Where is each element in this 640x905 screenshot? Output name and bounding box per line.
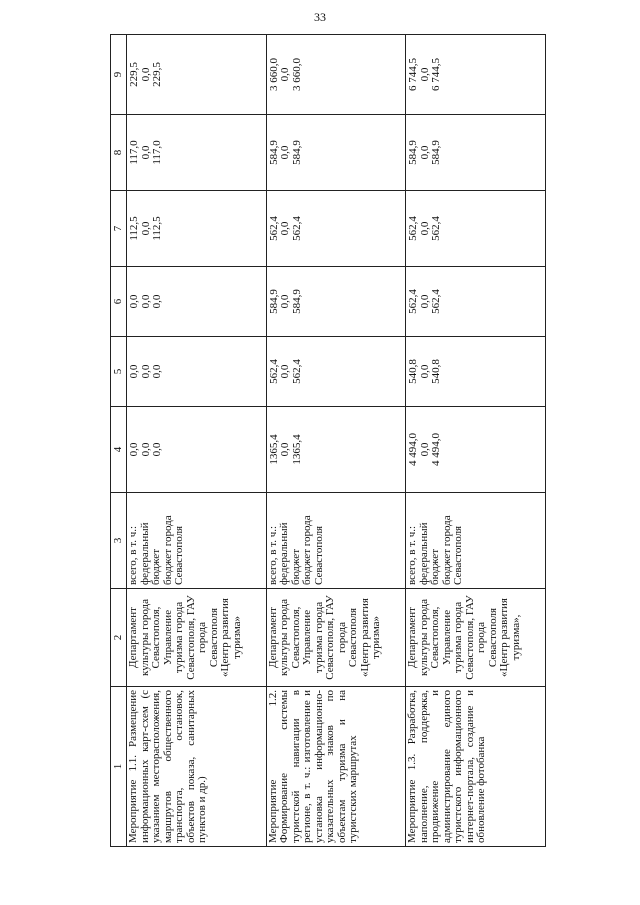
value: 0,0 <box>279 221 292 236</box>
value: 0,0 <box>139 145 152 160</box>
value: 584,9 <box>407 140 420 165</box>
header-col-5: 5 <box>111 337 127 407</box>
value-cell-8 <box>406 115 546 191</box>
value: 584,9 <box>290 140 303 165</box>
source-total: всего, в т. ч.: <box>127 525 139 585</box>
source-federal: федеральный бюджет <box>417 522 442 585</box>
value-cell-5 <box>406 337 546 407</box>
table-row <box>266 35 406 847</box>
value: 112,5 <box>128 216 140 241</box>
value: 584,9 <box>430 140 443 165</box>
value: 117,0 <box>151 140 163 165</box>
value: 562,4 <box>290 359 303 384</box>
value-cell-4 <box>266 407 406 493</box>
value: 0,0 <box>128 442 140 457</box>
value-cell-5 <box>266 337 406 407</box>
source-city: бюджет города Севастополя <box>440 515 465 585</box>
header-col-6: 6 <box>111 267 127 337</box>
value: 0,0 <box>279 294 292 309</box>
value-cell-6 <box>127 267 267 337</box>
header-col-7: 7 <box>111 191 127 267</box>
value: 540,8 <box>430 359 443 384</box>
activity-cell: Мероприятие 1.2. Формирование системы туристской навигации в регионе, в т. ч.: изготовление и установка информационно-указательных знаков по объектам туризма и на туристских маршрутах <box>266 687 406 847</box>
activity-cell: Мероприятие 1.3. Разработка, наполнение, поддержка, продвижение и администрирование единого туристского информационного интернет-портала, создание и обновление фотобанка <box>406 687 546 847</box>
value: 540,8 <box>407 359 420 384</box>
value: 0,0 <box>139 67 152 82</box>
value: 0,0 <box>151 294 163 309</box>
source-federal: федеральный бюджет <box>278 522 302 585</box>
executor-cell: Департамент культуры города Севастополя, Управление туризма города Севастополя, ГАУ города Севастополя «Центр развития туризма» <box>266 589 406 687</box>
value: 112,5 <box>151 216 163 241</box>
header-col-1: 1 <box>111 687 127 847</box>
value: 229,5 <box>151 62 163 87</box>
table-rotator <box>110 35 546 847</box>
value: 3 660,0 <box>267 58 280 91</box>
value: 562,4 <box>267 216 280 241</box>
value: 1365,4 <box>290 434 303 465</box>
source-city: бюджет города Севастополя <box>161 515 185 585</box>
value-cell-9 <box>406 35 546 115</box>
page-number: 33 <box>314 10 326 24</box>
value: 1365,4 <box>267 434 280 465</box>
value-cell-7 <box>266 191 406 267</box>
header-col-2: 2 <box>111 589 127 687</box>
value: 3 660,0 <box>290 58 303 91</box>
header-col-9: 9 <box>111 35 127 115</box>
value: 0,0 <box>279 145 292 160</box>
value-cell-8 <box>127 115 267 191</box>
value: 562,4 <box>430 216 443 241</box>
executor-cell: Департамент культуры города Севастополя, Управление туризма города Севастополя, ГАУ города Севастополя «Центр развития туризма», <box>406 589 546 687</box>
value: 562,4 <box>407 289 420 314</box>
value: 0,0 <box>139 442 152 457</box>
value: 0,0 <box>279 67 292 82</box>
value: 562,4 <box>290 216 303 241</box>
value: 0,0 <box>151 364 163 379</box>
sources-cell <box>266 493 406 589</box>
value-cell-4 <box>406 407 546 493</box>
table-row <box>127 35 267 847</box>
value: 117,0 <box>128 140 140 165</box>
executor-cell: Департамент культуры города Севастополя, Управление туризма города Севастополя, ГАУ города Севастополя «Центр развития туризма» <box>127 589 267 687</box>
rotated-table-area <box>110 35 546 847</box>
value-cell-7 <box>127 191 267 267</box>
value: 0,0 <box>418 221 431 236</box>
value: 0,0 <box>418 145 431 160</box>
value-cell-5 <box>127 337 267 407</box>
value: 0,0 <box>139 364 152 379</box>
value: 0,0 <box>418 442 431 457</box>
value: 0,0 <box>418 294 431 309</box>
source-total: всего, в т. ч.: <box>266 525 279 585</box>
value: 562,4 <box>430 289 443 314</box>
value: 0,0 <box>128 364 140 379</box>
source-total: всего, в т. ч.: <box>406 525 419 585</box>
source-city: бюджет города Севастополя <box>301 515 325 585</box>
source-federal: федеральный бюджет <box>138 522 162 585</box>
header-col-3: 3 <box>111 493 127 589</box>
value: 0,0 <box>418 364 431 379</box>
sources-cell <box>406 493 546 589</box>
budget-table <box>110 34 546 847</box>
value: 584,9 <box>290 289 303 314</box>
value-cell-6 <box>266 267 406 337</box>
header-col-8: 8 <box>111 115 127 191</box>
value: 0,0 <box>418 67 431 82</box>
value: 0,0 <box>139 294 152 309</box>
value-cell-6 <box>406 267 546 337</box>
value: 584,9 <box>267 140 280 165</box>
value-cell-9 <box>266 35 406 115</box>
table-body <box>127 35 546 847</box>
value-cell-9 <box>127 35 267 115</box>
value: 6 744,5 <box>407 58 420 91</box>
value: 0,0 <box>279 442 292 457</box>
value: 0,0 <box>279 364 292 379</box>
value: 4 494,0 <box>430 433 443 466</box>
value: 0,0 <box>128 294 140 309</box>
activity-cell: Мероприятие 1.1. Размещение информационных карт-схем (с указанием месторасположения, маршрутов общественного транспорта, остановок, объектов показа, санитарных пунктов и др.) <box>127 687 267 847</box>
value: 229,5 <box>128 62 140 87</box>
value: 6 744,5 <box>430 58 443 91</box>
table-row <box>406 35 546 847</box>
value: 0,0 <box>151 442 163 457</box>
value-cell-4 <box>127 407 267 493</box>
value: 4 494,0 <box>407 433 420 466</box>
value-cell-7 <box>406 191 546 267</box>
value: 584,9 <box>267 289 280 314</box>
value-cell-8 <box>266 115 406 191</box>
value: 562,4 <box>267 359 280 384</box>
sources-cell <box>127 493 267 589</box>
header-col-4: 4 <box>111 407 127 493</box>
value: 562,4 <box>407 216 420 241</box>
header-row <box>111 35 127 847</box>
value: 0,0 <box>139 221 152 236</box>
